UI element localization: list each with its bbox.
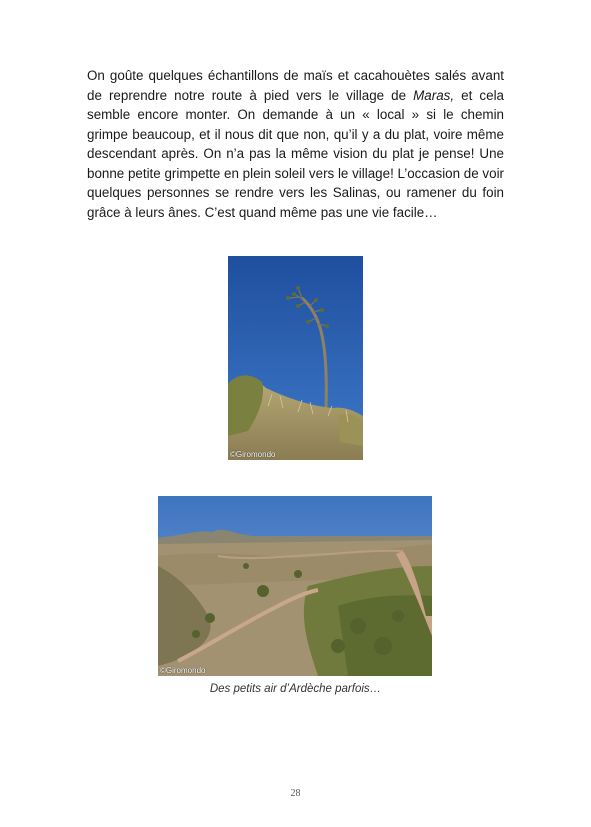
photo-caption: Des petits air d’Ardèche parfois… [209,683,382,695]
place-name: Maras, [413,87,455,103]
paragraph-text [87,66,504,222]
paragraph-part-1: On goûte quelques échantillons de maïs et cacahouètes salés avant de reprendre notre route à pied vers le village de [87,68,504,103]
body-paragraph [87,66,504,222]
watermark: ©Giromondo [230,450,276,459]
agave-photo [228,256,363,460]
page-number: 28 [290,788,301,799]
landscape-photo-image [158,496,432,676]
landscape-photo [158,496,432,676]
paragraph-part-2: et cela semble encore monter. On demande à un « local » si le chemin grimpe beaucoup, et il nous dit que non, qu’il y a du plat, voire même descendant après. On n’a pas la même vision du plat je pense! Une bonne petite grimpette en plein soleil vers le village! L’occasion de voir quelques personnes se rendre vers les Salinas, ou ramener du foin grâce à leurs ânes. C’est quand même pas une vie facile… [87,87,504,220]
agave-photo-image [228,256,363,460]
watermark: ©Giromondo [160,666,206,675]
